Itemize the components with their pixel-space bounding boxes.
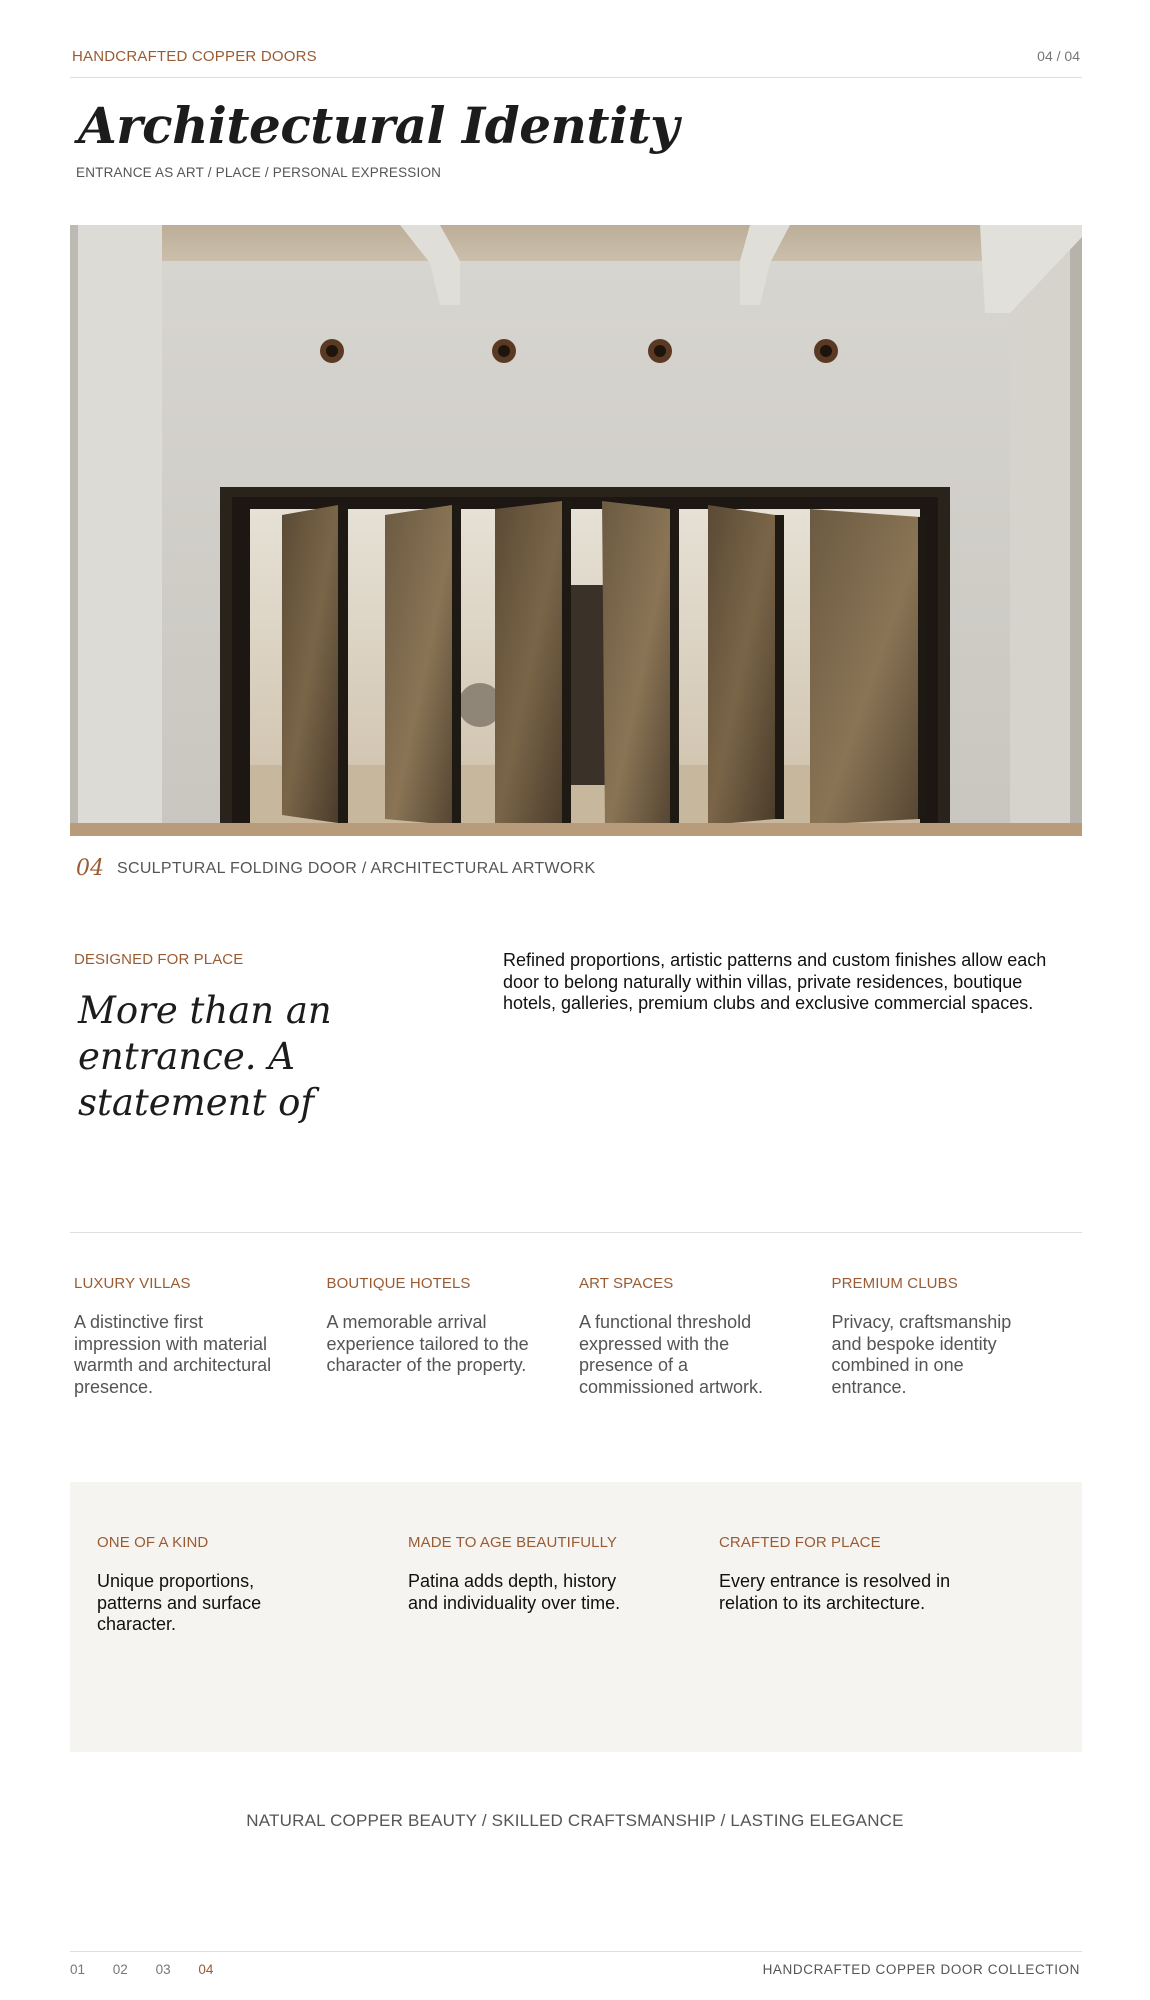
subtitle-nav: ENTRANCE AS ART / PLACE / PERSONAL EXPRESSION bbox=[76, 165, 442, 180]
hero-photo bbox=[70, 225, 1082, 836]
quality-made-to-age bbox=[408, 1534, 648, 1614]
quality-title: ONE OF A KIND bbox=[97, 1534, 209, 1551]
application-body: A functional threshold expressed with the presence of a commissioned artwork. bbox=[579, 1312, 764, 1397]
quality-body: Every entrance is resolved in relation to its architecture. bbox=[719, 1571, 951, 1613]
quality-title: MADE TO AGE BEAUTIFULLY bbox=[408, 1534, 618, 1551]
page-link-02[interactable]: 02 bbox=[112, 1962, 128, 1977]
footer-pagination bbox=[70, 1962, 237, 1977]
photo-caption: SCULPTURAL FOLDING DOOR / ARCHITECTURAL ARTWORK bbox=[117, 860, 596, 877]
tagline: NATURAL COPPER BEAUTY / SKILLED CRAFTSMANSHIP / LASTING ELEGANCE bbox=[246, 1811, 904, 1830]
intro-paragraph: Refined proportions, artistic patterns and custom finishes allow each door to belong naturally within villas, private residences, boutique hotels, galleries, premium clubs and exclusive commercial spaces. bbox=[503, 950, 1047, 1013]
application-premium-clubs bbox=[832, 1275, 1085, 1398]
application-title: BOUTIQUE HOTELS bbox=[326, 1275, 471, 1292]
folding-door-illustration bbox=[70, 225, 1082, 836]
quality-title: CRAFTED FOR PLACE bbox=[719, 1534, 881, 1551]
application-body: A memorable arrival experience tailored to the character of the property. bbox=[326, 1312, 529, 1375]
footer-divider bbox=[70, 1951, 1082, 1952]
application-art-spaces bbox=[579, 1275, 832, 1398]
application-title: ART SPACES bbox=[579, 1275, 674, 1292]
page-link-01[interactable]: 01 bbox=[70, 1962, 86, 1977]
application-body: A distinctive first impression with material warmth and architectural presence. bbox=[74, 1312, 272, 1397]
header-brand: HANDCRAFTED COPPER DOORS bbox=[72, 48, 317, 65]
applications-list bbox=[74, 1275, 1084, 1398]
application-body: Privacy, craftsmanship and bespoke identity combined in one entrance. bbox=[831, 1312, 1012, 1397]
application-boutique-hotels bbox=[327, 1275, 580, 1398]
header-divider bbox=[70, 77, 1082, 78]
quality-crafted-for-place bbox=[719, 1534, 969, 1614]
page-link-03[interactable]: 03 bbox=[155, 1962, 171, 1977]
application-title: PREMIUM CLUBS bbox=[831, 1275, 958, 1292]
quality-body: Unique proportions, patterns and surface character. bbox=[97, 1571, 262, 1634]
footer-brand: HANDCRAFTED COPPER DOOR COLLECTION bbox=[762, 1962, 1080, 1977]
page-title: Architectural Identity bbox=[78, 96, 679, 155]
application-luxury-villas bbox=[74, 1275, 327, 1398]
page-link-04[interactable]: 04 bbox=[198, 1962, 214, 1977]
qualities-panel bbox=[70, 1482, 1082, 1752]
statement-heading: More than an entrance. A statement of bbox=[78, 989, 332, 1124]
designed-for-place-eyebrow: DESIGNED FOR PLACE bbox=[74, 951, 244, 968]
quality-body: Patina adds depth, history and individuality over time. bbox=[408, 1571, 621, 1613]
caption-number: 04 bbox=[76, 856, 104, 881]
quality-one-of-a-kind bbox=[97, 1534, 317, 1636]
application-title: LUXURY VILLAS bbox=[74, 1275, 191, 1292]
page-indicator: 04 / 04 bbox=[1037, 48, 1080, 64]
section-divider bbox=[70, 1232, 1082, 1233]
